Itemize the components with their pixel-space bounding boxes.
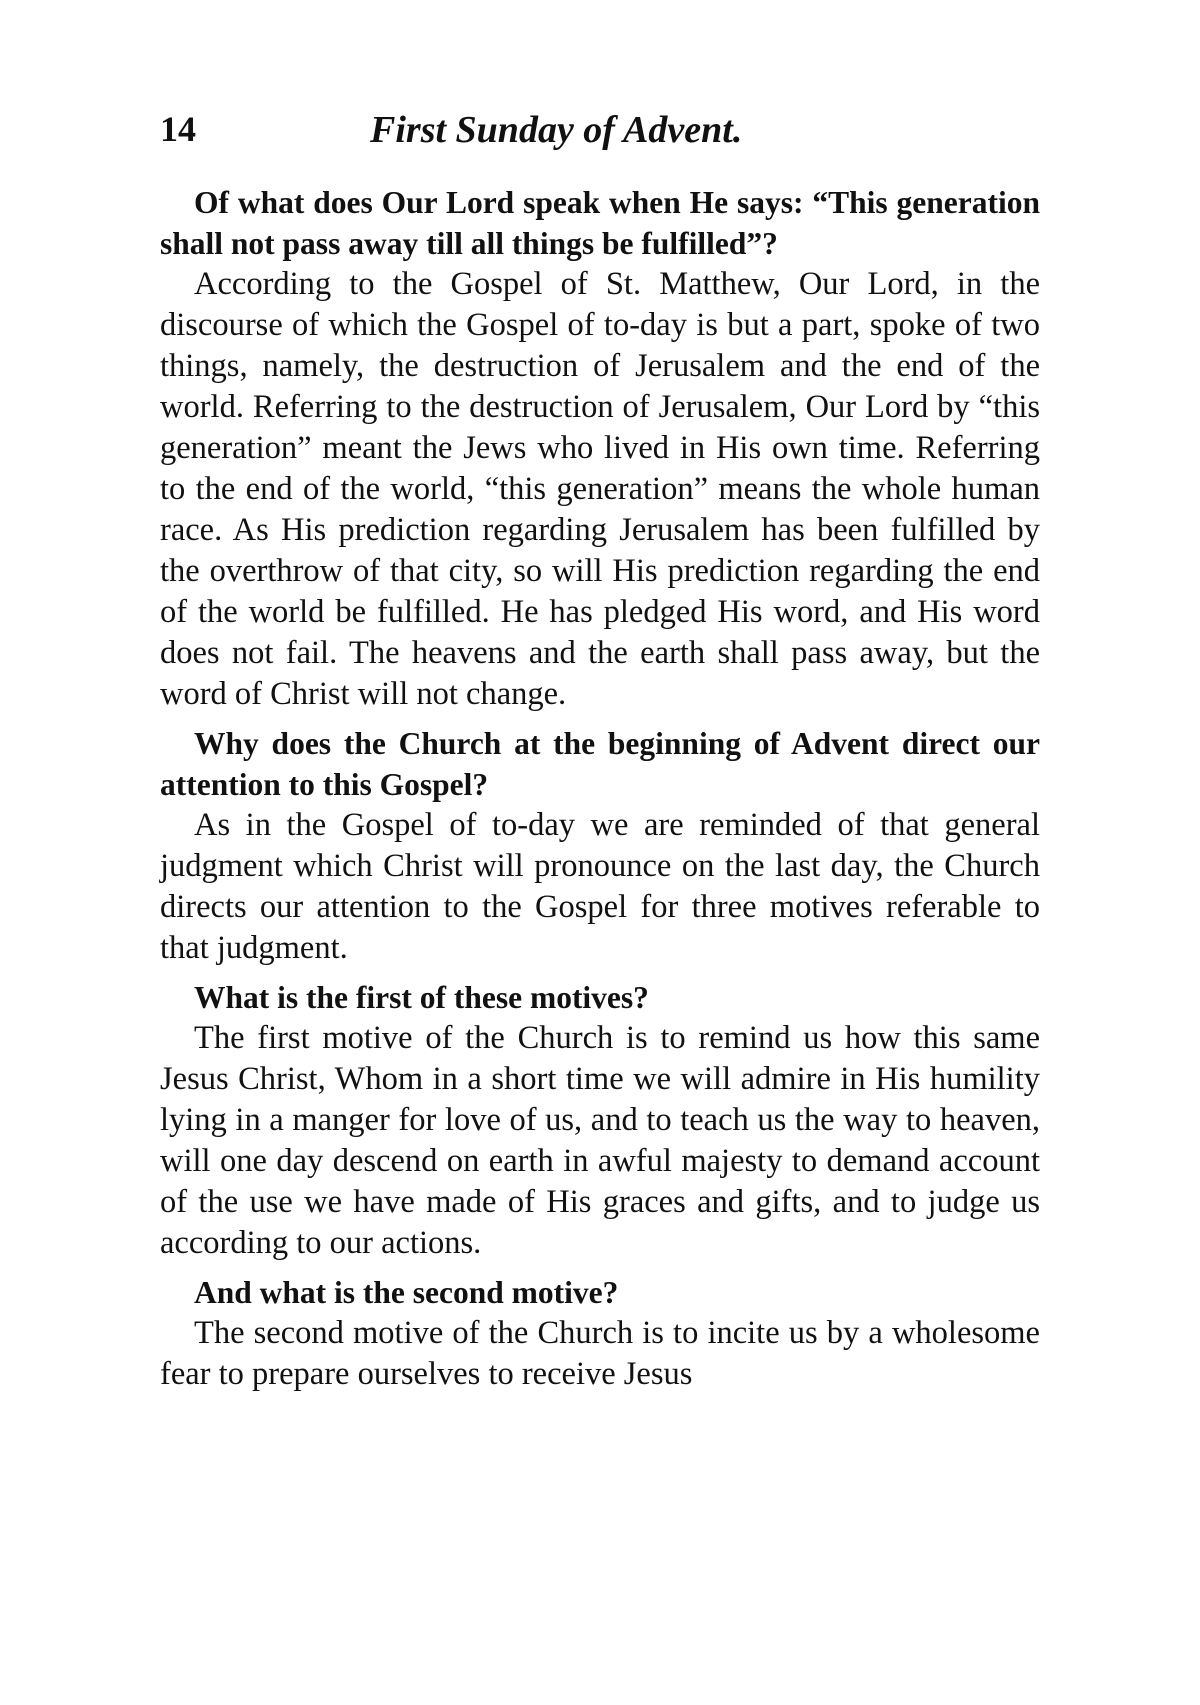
page-body (160, 182, 1040, 1403)
running-head-title: First Sunday of Advent. (370, 109, 743, 151)
question-text: Why does the Church at the beginning of Advent direct our attention to this Gospel? (160, 726, 1040, 802)
answer-text: According to the Gospel of St. Matthew, Our Lord, in the discourse of which the Gospel of to-day is but a part, spoke of two things, namely, the destruction of Jerusalem and the end of the world. Referring to the destruction of Jerusalem, Our Lord by “this generation” meant the Jews who lived in His own time. Referring to the end of the world, “this generation” means the whole human race. As His prediction regarding Jerusalem has been fulfilled by the overthrow of that city, so will His prediction regarding the end of the world be fulfilled. He has pledged His word, and His word does not fail. The heavens and the earth shall pass away, but the word of Christ will not change. (160, 266, 1040, 712)
page-number: 14 (160, 109, 196, 149)
answer-text: The first motive of the Church is to remind us how this same Jesus Christ, Whom in a short time we will admire in His humility lying in a manger for love of us, and to teach us the way to heaven, will one day descend on earth in awful majesty to demand account of the use we have made of His graces and gifts, and to judge us according to our actions. (160, 1020, 1040, 1261)
answer-text: The second motive of the Church is to incite us by a wholesome fear to prepare ourselves to receive Jesus (160, 1315, 1040, 1392)
qa-block (160, 182, 1040, 715)
question-text: Of what does Our Lord speak when He says: “This generation shall not pass away till all things be fulfilled”? (160, 185, 1040, 261)
question-text: What is the first of these motives? (194, 980, 649, 1015)
answer-text: As in the Gospel of to-day we are reminded of that general judgment which Christ will pronounce on the last day, the Church directs our attention to the Gospel for three motives referable to that judgment. (160, 807, 1040, 966)
question-text: And what is the second motive? (194, 1275, 619, 1310)
running-head (160, 108, 1040, 158)
qa-block (160, 723, 1040, 969)
qa-block (160, 977, 1040, 1264)
qa-block (160, 1272, 1040, 1395)
